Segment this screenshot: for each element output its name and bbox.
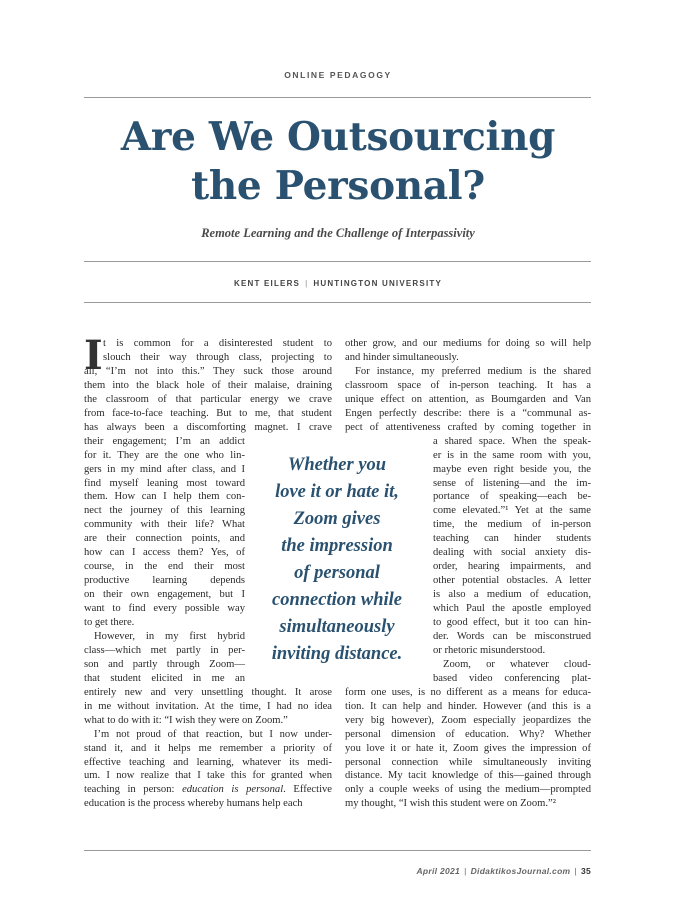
right-column-line: to good effect, but it too can hin- [433, 617, 591, 628]
left-column-line: However, in my first hybrid [94, 630, 245, 642]
pull-quote-line: inviting distance. [271, 644, 403, 664]
right-column-line: tion. It can help and hinder. However (and this is a [345, 700, 591, 712]
right-column-line: come elevated.”¹ Yet at the same [433, 505, 591, 517]
right-column-line: only a couple weeks of using the medium—prompted [345, 784, 591, 796]
right-column-line: and hinder simultaneously. [345, 351, 459, 363]
footer-separator-1: | [464, 866, 467, 876]
left-column-line: find myself leaning most toward [84, 477, 245, 489]
page-footer [84, 866, 591, 876]
left-column-line: nect the journey of this learning [84, 505, 245, 517]
left-column-line: for it. They are the one who lin- [84, 449, 245, 461]
drop-cap: I [84, 332, 103, 379]
left-column-line: effective teaching and learning, whatever its medi- [84, 756, 332, 768]
section-label: ONLINE PEDAGOGY [284, 70, 392, 80]
right-column-line: der. Words can be misconstrued [433, 630, 591, 642]
right-column-line: a shared space. When the speak- [433, 435, 591, 447]
left-column-line: them into the black hole of their malaise, draining [84, 379, 332, 391]
pull-quote-line: the impression [281, 536, 393, 556]
right-column-line: is also a medium of education, [433, 589, 591, 601]
left-column-line: um. I now realize that I take this for granted when [84, 770, 332, 782]
article-subtitle: Remote Learning and the Challenge of Interpassivity [201, 226, 475, 240]
left-column-line: community with their life? What [84, 519, 245, 531]
right-column-line: For instance, my preferred medium is the shared [355, 365, 591, 377]
right-column-line: personal dimension of education. Why? Whether [345, 728, 591, 740]
right-column-line: other grow, and our mediums for doing so will help [345, 338, 591, 349]
issue-date: April 2021 [416, 866, 461, 876]
left-column-line: in me without invitation. At the time, I had no idea [84, 700, 332, 712]
left-column-line: education is the process whereby humans help each [84, 798, 303, 810]
left-column-line: what to do with it: “I wish they were on Zoom.” [84, 714, 288, 726]
right-column-line: other potential obstacles. A letter [433, 575, 591, 587]
author-affiliation: HUNTINGTON UNIVERSITY [313, 279, 442, 288]
footer-separator-2: | [574, 866, 577, 876]
journal-site: DidaktikosJournal.com [470, 866, 571, 876]
author-name: KENT EILERS [233, 279, 301, 288]
pull-quote-line: love it or hate it, [275, 482, 399, 502]
left-column-line: how can I access them? Yes, of [84, 547, 245, 559]
emphasis-phrase: education is personal [182, 784, 284, 796]
right-column-line: Zoom, or whatever cloud- [443, 658, 591, 670]
left-column-line: entirely new and very unsettling thought. It arose [84, 686, 332, 698]
article-title [60, 113, 616, 211]
right-column-line: dealing with social anxiety dis- [433, 547, 591, 559]
pull-quote-line: Zoom gives [293, 509, 381, 529]
byline-separator: | [305, 279, 309, 288]
top-rule [84, 97, 591, 98]
left-column-line: has always been a discomforting magnet. I crave [84, 421, 332, 433]
right-column-line: or rhetoric misunderstood. [433, 644, 546, 656]
left-column-line: I’m not proud of that reaction, but I now under- [94, 728, 332, 740]
left-column-line: to get there. [84, 617, 135, 628]
right-column-line: order, hearing impairments, and [433, 561, 591, 573]
left-column-line: gers in my mind after class, and I [84, 463, 245, 475]
right-column-line: maybe even right beside you, the [433, 463, 591, 475]
pull-quote-line: of personal [294, 563, 380, 583]
right-column-line: you love it or hate it, Zoom gives the impression of [345, 742, 591, 754]
left-column-line: stand it, and it helps me remember a priority of [84, 742, 332, 754]
right-column-line: Engen perfectly describe: there is a “communal as- [345, 407, 591, 419]
right-column-line: pect of attentiveness crafted by coming together in [345, 421, 591, 433]
left-column-line: from face-to-face teaching. But to me, that student [84, 407, 332, 419]
right-column-line: which Paul the apostle employed [433, 603, 591, 615]
right-column-line: er is in the same room with you, [433, 449, 591, 461]
left-column-line: teaching in person: education is personal. Effective [84, 784, 333, 796]
pull-quote [256, 452, 418, 668]
left-column-line: that student elicited in me an [84, 672, 245, 684]
pull-quote-line: connection while [271, 590, 403, 610]
left-column-line: them. How can I help them con- [84, 491, 245, 503]
byline [0, 279, 676, 288]
right-column-line: distance. My tacit knowledge of this—gained through [345, 770, 591, 782]
left-column-line: productive learning depends [84, 575, 245, 587]
right-column-line: portance of speaking—each be- [433, 491, 591, 503]
byline-rule [84, 302, 591, 303]
left-column-line: are their connection points, and [84, 533, 245, 545]
right-column-line: form one uses, is no different as a means for educa- [345, 686, 591, 698]
pull-quote-line: simultaneously [279, 617, 395, 637]
right-column-line: my thought, “I wish this student were on Zoom.”² [345, 798, 556, 810]
right-column-line: unique effect on attention, as Boumgarden and Van [345, 393, 591, 405]
right-column-line: personal connection while simultaneously inviting [345, 756, 591, 768]
left-column-line: want to find every possible way [84, 603, 245, 615]
left-column-line: course, in the end their most [84, 561, 245, 573]
right-column-line: sense of listening—and the im- [433, 477, 591, 489]
page-number: 35 [580, 866, 591, 876]
left-column-line: son and partly through Zoom— [84, 658, 245, 670]
pull-quote-line: Whether you [287, 455, 387, 475]
left-column-line: on their own engagement, but I [84, 589, 245, 601]
title-line-2: the Personal? [191, 163, 485, 209]
right-column-line: time, the medium of in-person [433, 519, 591, 531]
right-column-line: teaching can hinder students [433, 533, 591, 545]
subtitle-rule [84, 261, 591, 262]
right-column-line: very big however), Zoom especially jeopardizes the [345, 714, 591, 726]
left-column-line: all, “I’m not into this.” They suck those around [84, 365, 332, 377]
footer-rule [84, 850, 591, 851]
left-column-line: slouch their way through class, projecting to [103, 351, 332, 363]
left-column-line: class—which met partly in per- [84, 644, 245, 656]
left-column-line: t is common for a disinterested student to [103, 338, 332, 349]
title-line-1: Are We Outsourcing [120, 114, 556, 160]
right-column-line: classroom space of in-person teaching. It has a [345, 379, 591, 391]
right-column-line: based video conferencing plat- [433, 672, 591, 684]
left-column-line: their engagement; I’m an addict [84, 435, 245, 447]
left-column-line: the classroom of that particular energy we crave [84, 393, 332, 405]
